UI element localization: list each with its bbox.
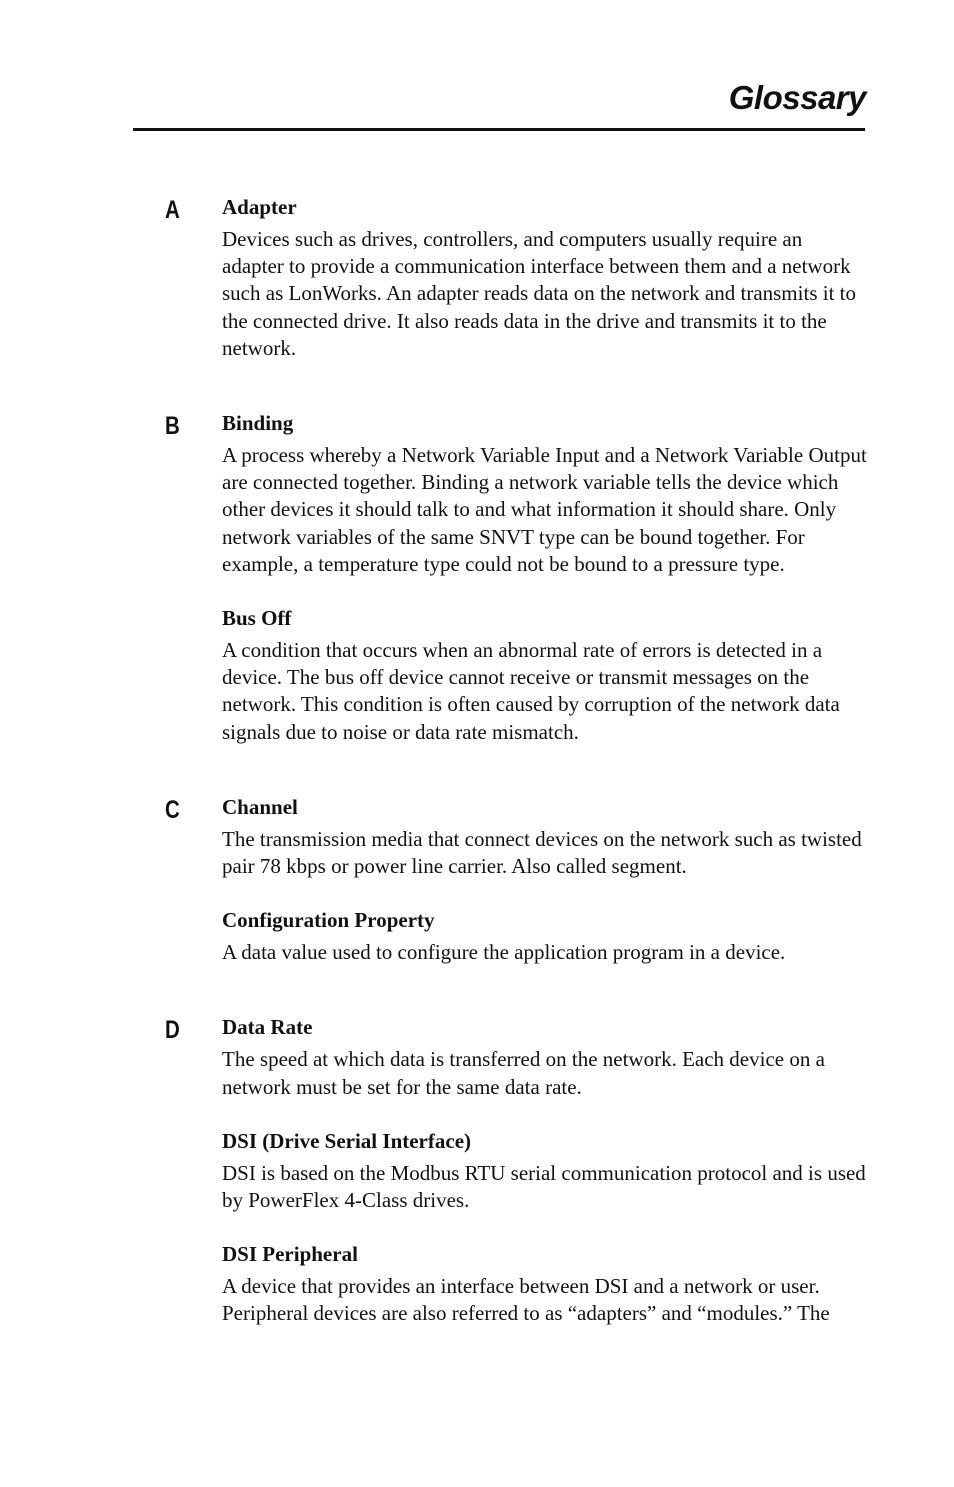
- glossary-section-d: [0, 1013, 954, 1327]
- glossary-term: Configuration Property: [222, 908, 435, 933]
- glossary-entry: [222, 604, 867, 746]
- glossary-entry: [222, 1240, 867, 1327]
- page-title: Glossary: [728, 79, 866, 116]
- glossary-entry: [222, 1013, 867, 1100]
- glossary-section-c: [0, 793, 954, 967]
- glossary-definition: The speed at which data is transferred on the network. Each device on a network must be set for the same data rate.: [222, 1047, 825, 1099]
- glossary-definition: A data value used to configure the application program in a device.: [222, 940, 786, 965]
- glossary-term: Channel: [222, 794, 298, 819]
- glossary-definition: Devices such as drives, controllers, and computers usually require an adapter to provide a communication interface between them and a network such as LonWorks. An adapter reads data on the network and transmits it to the connected drive. It also reads data in the drive and transmits it to the network.: [222, 227, 856, 360]
- glossary-term: DSI Peripheral: [222, 1242, 358, 1267]
- section-letter: C: [165, 795, 180, 824]
- glossary-term: Adapter: [222, 195, 297, 219]
- glossary-definition: A device that provides an interface between DSI and a network or user. Peripheral devices are also referred to as “adapters” and “modules.” The: [222, 1274, 830, 1326]
- glossary-entry: [222, 793, 867, 880]
- glossary-term: Data Rate: [222, 1015, 313, 1040]
- glossary-entry: [222, 906, 867, 966]
- section-letter: A: [165, 196, 180, 224]
- glossary-section-b: [0, 409, 954, 746]
- glossary-content: [0, 193, 954, 1375]
- glossary-term: DSI (Drive Serial Interface): [222, 1128, 472, 1153]
- glossary-definition: The transmission media that connect devices on the network such as twisted pair 78 kbps or power line carrier. Also called segment.: [222, 826, 862, 879]
- glossary-entry: [222, 1127, 867, 1214]
- header-rule: [133, 128, 865, 131]
- section-letter: B: [165, 412, 180, 441]
- glossary-term: Binding: [222, 411, 294, 436]
- glossary-entry: [222, 409, 867, 578]
- glossary-entry: [222, 193, 867, 362]
- glossary-term: Bus Off: [222, 606, 292, 631]
- glossary-definition: A condition that occurs when an abnormal rate of errors is detected in a device. The bus off device cannot receive or transmit messages on the network. This condition is often caused by corruption of the network data signals due to noise or data rate mismatch.: [222, 638, 840, 744]
- section-letter: D: [165, 1016, 180, 1045]
- glossary-section-a: [0, 193, 954, 362]
- glossary-definition: A process whereby a Network Variable Input and a Network Variable Output are connected together. Binding a network variable tells the device which other devices it should talk to and what information it should share. Only network variables of the same SNVT type can be bound together. For example, a temperature type could not be bound to a pressure type.: [222, 443, 867, 576]
- glossary-definition: DSI is based on the Modbus RTU serial communication protocol and is used by PowerFlex 4-Class drives.: [222, 1160, 866, 1213]
